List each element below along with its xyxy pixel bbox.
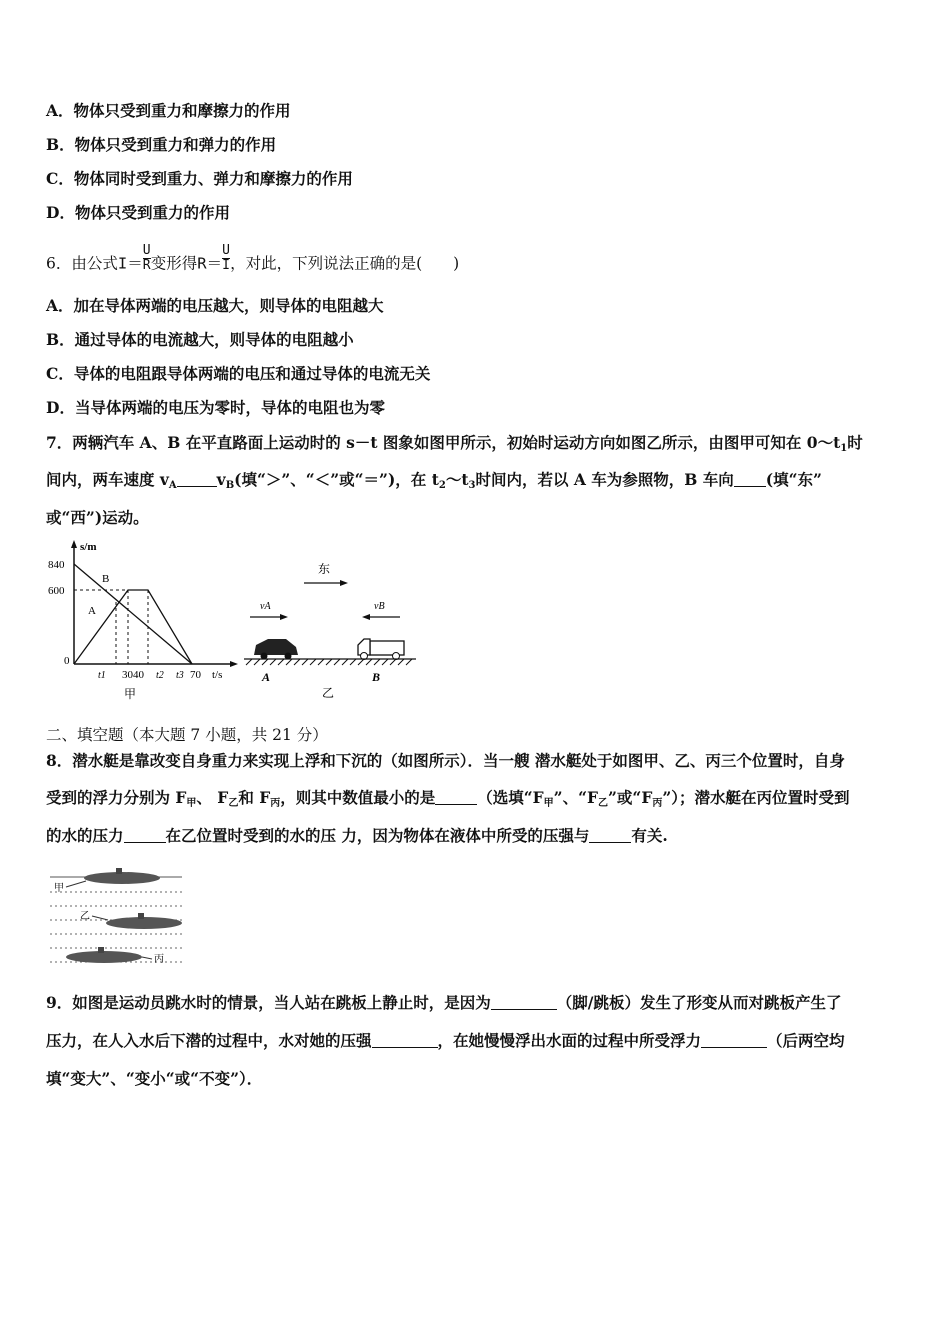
q8-l2-c: 和 F	[238, 788, 271, 807]
q6-fraction-2	[222, 244, 230, 273]
q8-l2-s4: 甲	[543, 798, 554, 809]
va-arrowhead	[280, 614, 288, 620]
q8-l3-c: 有关.	[631, 826, 668, 845]
q6-frac1-den: R	[142, 258, 151, 273]
q7-line1-text: 7．两辆汽车 A、B 在平直路面上运动时的 s－t 图象如图甲所示，初始时运动方向如图乙所示，由图甲可知在 0～t	[46, 433, 841, 452]
graph-y-tick-600: 600	[48, 585, 65, 597]
q8-l2-f: ”、“F	[553, 788, 598, 807]
q7-line2-f: (填“东”	[765, 470, 822, 489]
graph-x-arrow	[230, 661, 238, 667]
graph-y-label: s/m	[80, 541, 97, 553]
section-2-heading: 二、填空题（本大题 7 小题，共 21 分）	[46, 726, 328, 744]
q9-l2-c: （后两空均	[767, 1031, 845, 1050]
label-bing-leader	[142, 957, 152, 959]
q7-line-3: 或“西”)运动。	[46, 508, 149, 527]
graph-x-tick-t3: t3	[176, 670, 184, 681]
figure-caption-yi: 乙	[322, 686, 335, 700]
q7-line-2	[46, 469, 822, 497]
submarine-yi-tower	[138, 913, 144, 919]
q5-option-a: A．物体只受到重力和摩擦力的作用	[46, 101, 291, 120]
q6-formula1-lhs: I＝	[117, 254, 143, 273]
q9-l2-b: ，在她慢慢浮出水面的过程中所受浮力	[437, 1031, 702, 1050]
q6-stem	[46, 243, 460, 279]
q7-sub-2: 2	[438, 480, 446, 491]
submarine-label-bing: 丙	[154, 954, 164, 965]
q9-blank-3[interactable]	[701, 1031, 767, 1048]
q9-line-2	[46, 1030, 845, 1052]
vb-arrowhead	[362, 614, 370, 620]
graph-origin: 0	[64, 655, 70, 667]
q5-option-b: B．物体只受到重力和弹力的作用	[46, 135, 277, 154]
q9-l1-a: 9．如图是运动员跳水时的情景，当人站在跳板上静止时，是因为	[46, 993, 491, 1012]
graph-x-tick-70: 70	[190, 669, 201, 681]
va-label: vA	[260, 601, 271, 612]
q6-option-a: A．加在导体两端的电压越大，则导体的电阻越大	[46, 296, 384, 315]
q6-mid: 变形得	[150, 254, 198, 273]
q6-suffix: ，对此，下列说法正确的是( )	[230, 254, 460, 273]
q6-option-c: C．导体的电阻跟导体两端的电压和通过导体的电流无关	[46, 364, 431, 383]
q8-line-3	[46, 825, 668, 847]
q8-l2-e: （选填“F	[477, 788, 544, 807]
q7-line2-e: 时间内，若以 A 车为参照物，B 车向	[475, 470, 734, 489]
q8-l3-a: 的水的压力	[46, 826, 124, 845]
car-b-label: B	[372, 670, 381, 684]
q8-l2-b: 、 F	[196, 788, 229, 807]
q7-blank-1[interactable]	[177, 470, 217, 487]
graph-x-tick-t2: t2	[156, 670, 164, 681]
graph-x-label: t/s	[212, 669, 223, 681]
q8-l2-s6: 丙	[652, 798, 663, 809]
q6-frac1-num: U	[142, 243, 151, 258]
graph-x-tick-t1: t1	[98, 670, 106, 681]
ground-hatching	[246, 659, 412, 665]
q7-line2-b: v	[216, 470, 226, 489]
q9-l1-b: （脚/跳板）发生了形变从而对跳板产生了	[556, 993, 842, 1012]
q7-line2-d: ～t	[445, 470, 469, 489]
direction-label-east: 东	[318, 562, 331, 576]
q5-option-c: C．物体同时受到重力、弹力和摩擦力的作用	[46, 169, 353, 188]
q8-l2-h: ”）；潜水艇在丙位置时受到	[662, 788, 850, 807]
q8-blank-2[interactable]	[124, 826, 166, 843]
q8-line-2	[46, 787, 850, 815]
q9-l2-a: 压力，在人入水后下潜的过程中，水对她的压强	[46, 1031, 372, 1050]
q5-option-d: D．物体只受到重力的作用	[46, 203, 230, 222]
q8-l2-g: ”或“F	[608, 788, 653, 807]
car-a-label: A	[262, 670, 271, 684]
submarine-label-yi: 乙	[80, 911, 90, 922]
q7-line2-a: 间内，两车速度 v	[46, 470, 169, 489]
q6-frac2-num: U	[222, 243, 230, 258]
graph-y-tick-840: 840	[48, 559, 65, 571]
q7-line2-c: (填“＞”、“＜”或“＝”)，在 t	[234, 470, 439, 489]
q6-frac2-den: I	[222, 258, 230, 273]
graph-label-b: B	[102, 573, 110, 585]
submarine-jia-tower	[116, 868, 122, 874]
graph-y-arrow	[71, 540, 77, 548]
q8-l2-d: ，则其中数值最小的是	[280, 788, 436, 807]
label-yi-leader	[92, 916, 108, 920]
label-jia-leader	[66, 881, 86, 887]
q7-line1-end: 时	[847, 433, 863, 452]
q6-formula2-lhs: R＝	[197, 254, 223, 273]
q8-l2-s2: 乙	[228, 798, 239, 809]
east-arrowhead	[340, 580, 348, 586]
submarine-label-jia: 甲	[54, 883, 64, 894]
submarine-bing-tower	[98, 947, 104, 953]
submarine-figure	[46, 862, 186, 972]
truck-b-cargo	[370, 641, 404, 655]
q9-line-3: 填“变大”、“变小“或“不变”）．	[46, 1069, 263, 1088]
cars-figure-yi	[240, 555, 420, 705]
q7-line-1	[46, 432, 863, 460]
q9-blank-1[interactable]	[491, 993, 557, 1010]
q6-option-b: B．通过导体的电流越大，则导体的电阻越小	[46, 330, 354, 349]
q6-option-d: D．当导体两端的电压为零时，导体的电阻也为零	[46, 398, 385, 417]
graph-x-tick-3040: 3040	[122, 669, 144, 681]
st-graph-jia	[44, 538, 244, 708]
q6-prefix: 6．由公式	[46, 254, 118, 273]
q8-l2-s1: 甲	[186, 798, 197, 809]
graph-caption-jia: 甲	[124, 687, 137, 701]
q8-blank-3[interactable]	[589, 826, 631, 843]
q7-sub-a: A	[168, 480, 177, 491]
q6-fraction-1	[143, 244, 151, 273]
q7-sub-b: B	[225, 480, 235, 491]
q8-l2-s3: 丙	[270, 798, 281, 809]
q8-l2-a: 受到的浮力分别为 F	[46, 788, 187, 807]
q9-line-1	[46, 992, 841, 1014]
q8-l3-b: 在乙位置时受到的水的压 力，因为物体在液体中所受的压强与	[165, 826, 590, 845]
q7-line1-sub: 1	[840, 443, 848, 454]
graph-label-a: A	[88, 605, 96, 617]
q8-line-1: 8．潜水艇是靠改变自身重力来实现上浮和下沉的（如图所示）．当一艘 潜水艇处于如图甲、乙、丙三个位置时，自身	[46, 751, 845, 770]
q7-blank-2[interactable]	[734, 470, 766, 487]
q8-l2-s5: 乙	[598, 798, 608, 809]
q7-sub-3: 3	[468, 480, 476, 491]
q8-blank-1[interactable]	[435, 788, 477, 805]
vb-label: vB	[374, 601, 385, 612]
q9-blank-2[interactable]	[372, 1031, 438, 1048]
car-a-body	[254, 639, 298, 655]
graph-line-a	[74, 590, 192, 664]
